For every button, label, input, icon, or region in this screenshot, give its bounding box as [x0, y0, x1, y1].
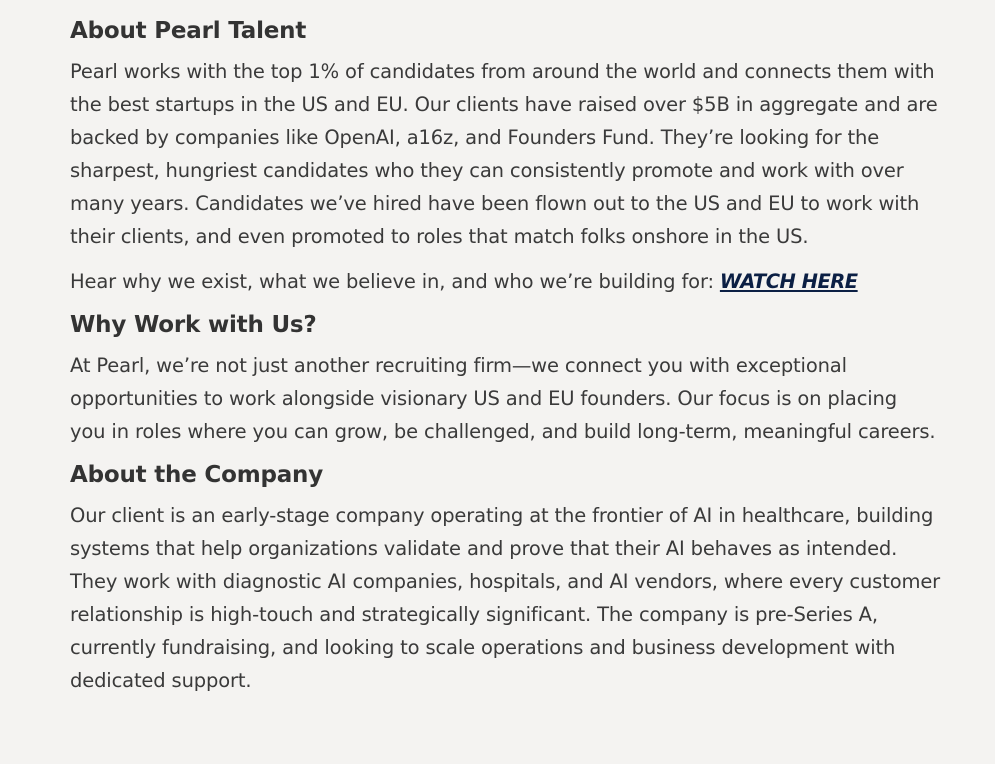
paragraph-line: you in roles where you can grow, be challenged, and build long-term, meaningful careers.: [70, 420, 936, 443]
heading-about-pearl-talent: About Pearl Talent: [70, 18, 307, 44]
paragraph-line: many years. Candidates we’ve hired have been flown out to the US and EU to work with: [70, 192, 920, 215]
paragraph-line: opportunities to work alongside visionary US and EU founders. Our focus is on placing: [70, 387, 897, 410]
heading-about-the-company: About the Company: [70, 462, 324, 488]
paragraph-line: They work with diagnostic AI companies, hospitals, and AI vendors, where every customer: [70, 570, 941, 593]
paragraph-line: systems that help organizations validate and prove that their AI behaves as intended.: [70, 537, 898, 560]
paragraph-line: sharpest, hungriest candidates who they can consistently promote and work with over: [70, 159, 904, 182]
paragraph-about-pearl-talent: [70, 55, 970, 253]
job-description: [70, 14, 970, 697]
paragraph-about-the-company: [70, 499, 970, 697]
paragraph-line: backed by companies like OpenAI, a16z, and Founders Fund. They’re looking for the: [70, 126, 880, 149]
heading-why-work-with-us: Why Work with Us?: [70, 312, 317, 338]
video-prompt-text: Hear why we exist, what we believe in, and who we’re building for:: [70, 270, 714, 293]
paragraph-line: relationship is high-touch and strategically significant. The company is pre-Series A,: [70, 603, 878, 626]
watch-here-link[interactable]: WATCH HERE: [719, 270, 858, 293]
paragraph-why-work-with-us: [70, 349, 970, 448]
paragraph-line: the best startups in the US and EU. Our clients have raised over $5B in aggregate and are: [70, 93, 938, 116]
paragraph-line: Pearl works with the top 1% of candidates from around the world and connects them with: [70, 60, 935, 83]
paragraph-line: dedicated support.: [70, 669, 252, 692]
paragraph-line: Our client is an early-stage company operating at the frontier of AI in healthcare, building: [70, 504, 934, 527]
paragraph-line: currently fundraising, and looking to scale operations and business development with: [70, 636, 896, 659]
paragraph-line: their clients, and even promoted to roles that match folks onshore in the US.: [70, 225, 809, 248]
paragraph-line: At Pearl, we’re not just another recruiting firm—we connect you with exceptional: [70, 354, 847, 377]
video-prompt-paragraph: [70, 265, 970, 298]
